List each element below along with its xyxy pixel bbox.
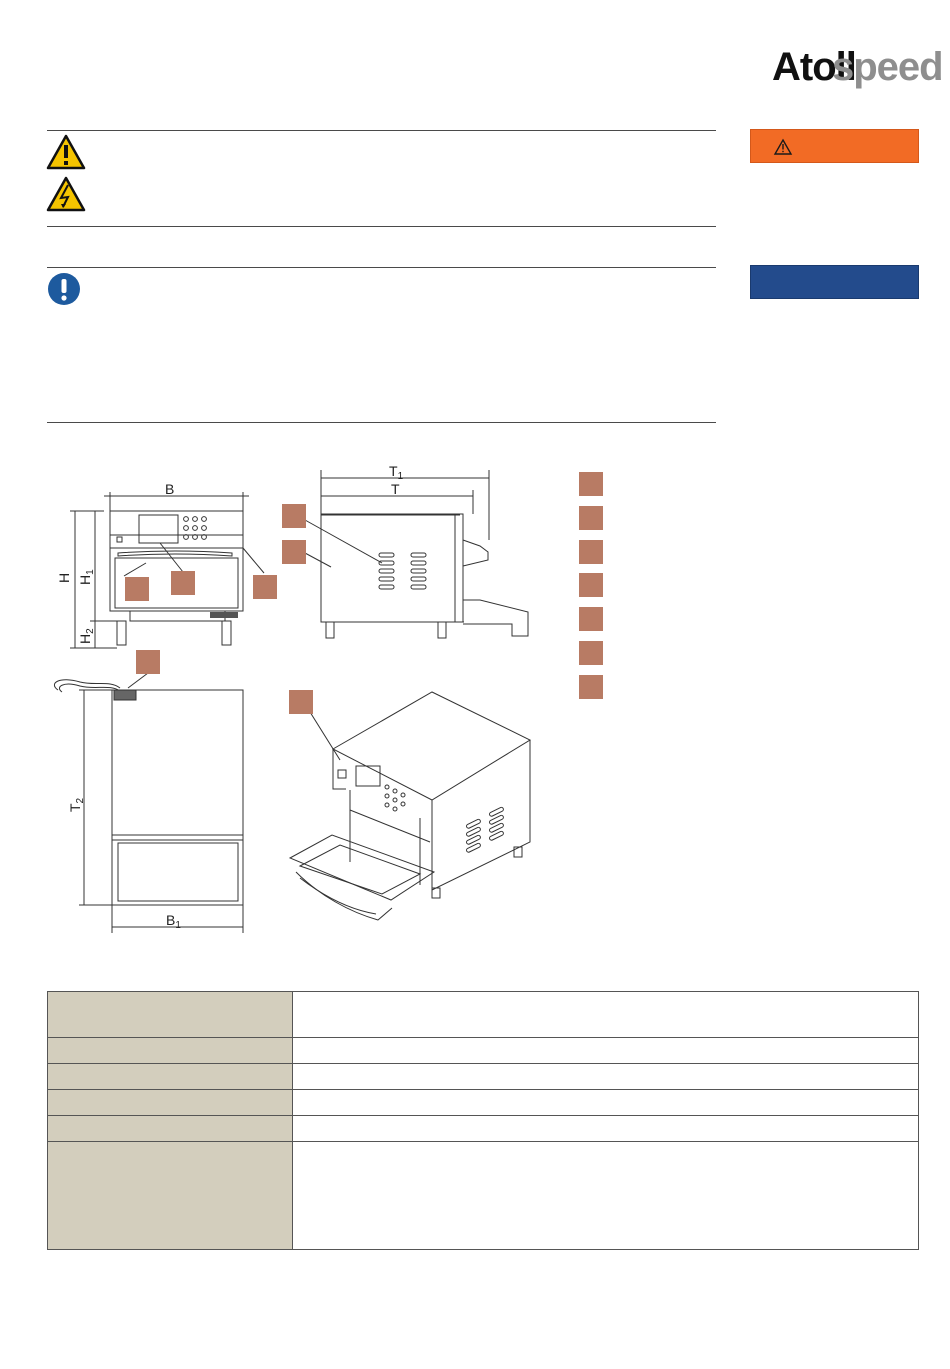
table-row [48,1116,919,1142]
divider [47,130,716,131]
table-row [48,1090,919,1116]
dimension-label-b1: $B_1$ [166,912,181,931]
table-value-cell [293,1038,919,1064]
table-row [48,992,919,1038]
warning-badge [750,129,919,163]
table-label-cell [48,1116,293,1142]
atollspeed-logo [770,44,943,100]
callout-marker [282,504,306,528]
callout-marker [289,690,313,714]
table-label-cell [48,1064,293,1090]
table-label-cell [48,992,293,1038]
table-value-cell [293,1116,919,1142]
callout-marker [282,540,306,564]
table-value-cell [293,992,919,1038]
dimension-label-t1: $T_1$ [389,463,404,482]
table-label-cell [48,1090,293,1116]
warning-badge-icon [774,139,792,155]
dimension-label-t2: $T_2$ [67,797,86,812]
isometric-view-drawing [290,692,530,920]
dimension-label-h1: $H_1$ [77,569,96,585]
logo-text-speed: speed [832,45,943,89]
callout-marker [171,571,195,595]
warning-triangle-icon [46,134,86,170]
table-label-cell [48,1038,293,1064]
table-row [48,1064,919,1090]
divider [47,267,716,268]
electric-hazard-icon [46,176,86,212]
dimension-label-h2: $H_2$ [77,628,96,644]
logo-text-atoll: Atoll [772,45,856,89]
table-value-cell [293,1090,919,1116]
table-row [48,1142,919,1250]
callout-marker [136,650,160,674]
callout-marker [253,575,277,599]
dimension-label-t: T [391,481,400,497]
dimension-label-b: B [165,481,175,497]
divider [47,422,716,423]
table-value-cell [293,1142,919,1250]
table-row [48,1038,919,1064]
top-view-drawing [79,690,243,933]
table-label-cell [48,1142,293,1250]
specification-table [47,991,919,1250]
table-value-cell [293,1064,919,1090]
callout-marker [125,577,149,601]
note-badge [750,265,919,299]
exclamation-circle-icon [47,272,81,306]
side-view-drawing [305,470,528,638]
divider [47,226,716,227]
oven-technical-drawing [0,440,950,960]
dimension-label-h: H [56,572,72,583]
